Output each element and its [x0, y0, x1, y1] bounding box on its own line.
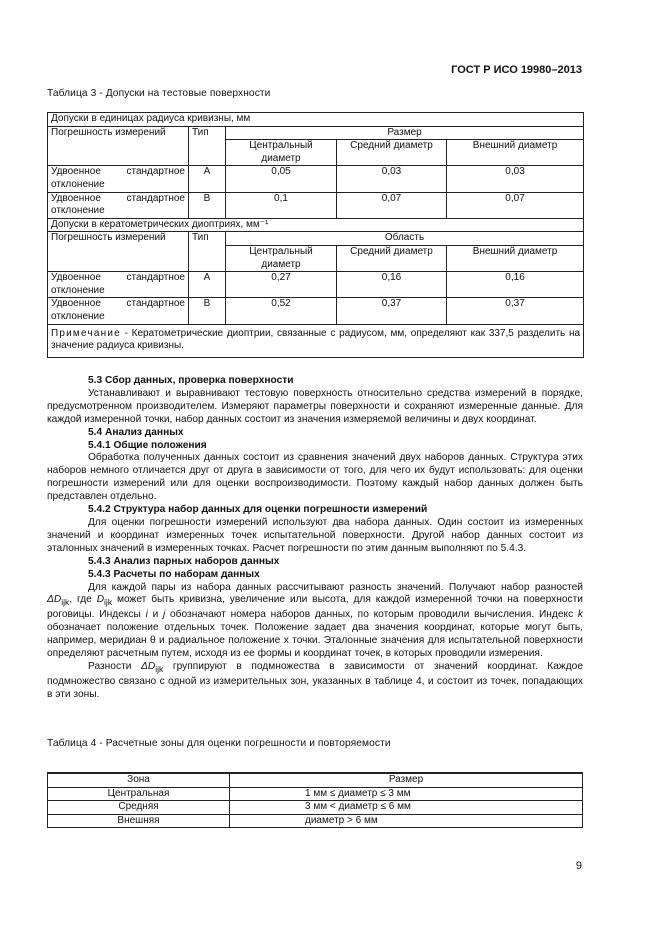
- zone-cell: Внешняя: [48, 814, 230, 828]
- table3-section2-title: Допуски в кератометрических диоптриях, мм⁻¹: [48, 218, 584, 232]
- section-5-4-2-title: 5.4.2 Структура набор данных для оценки погрешности измерений: [88, 504, 428, 516]
- section-5-4-3-paragraph-1: [47, 582, 583, 661]
- size-cell: 3 мм < диаметр ≤ 6 мм: [230, 801, 583, 815]
- text-run: может быть кривизна, увеличение или высота, для каждой измеренной точки на поверхности роговицы. Индексы: [47, 594, 583, 621]
- subscript-ijk: ijk: [61, 597, 70, 608]
- zone-cell: Средняя: [48, 801, 230, 815]
- row-type: A: [189, 166, 226, 192]
- table3-col-central-2: Центральный диаметр: [226, 245, 337, 271]
- row-type: B: [189, 192, 226, 218]
- row-outer: 0,03: [447, 166, 584, 192]
- row-central: 0,52: [226, 298, 337, 324]
- table3-col-middle-2: Средний диаметр: [337, 245, 447, 271]
- note-text: - Кератометрические диоптрии, связанные с радиусом, мм, определяют как 337,5 разделить на значение радиуса кривизны.: [51, 327, 581, 352]
- table3-col-error: Погрешность измерений: [48, 126, 189, 166]
- table3-group-size: Размер: [226, 126, 584, 140]
- table3-col-outer: Внешний диаметр: [447, 140, 584, 166]
- subscript-ijk: ijk: [104, 597, 113, 608]
- row-outer: 0,07: [447, 192, 584, 218]
- text-run: обозначает положение отдельных точек. Положение задает два значения координат, которые могут быть, например, меридиан θ и радиальное положение x точки. Эталонные значения для испытательной поверхности определяют расчетным путем, исходя из ее формы и координат точек, в которых проводили измерения.: [47, 622, 583, 660]
- text-run: и: [147, 609, 163, 621]
- table3-col-central: Центральный диаметр: [226, 140, 337, 166]
- row-central: 0,1: [226, 192, 337, 218]
- text-run: Для каждой пары из набора данных рассчитывают разность значений. Получают набор разностей: [88, 581, 583, 593]
- table-row: [48, 801, 583, 815]
- table3-col-middle: Средний диаметр: [337, 140, 447, 166]
- section-5-3-title: 5.3 Сбор данных, проверка поверхности: [88, 375, 294, 386]
- size-cell: 1 мм ≤ диаметр ≤ 3 мм: [230, 787, 583, 801]
- table-row: [48, 192, 584, 218]
- section-5-4-3b-title: 5.4.3 Расчеты по наборам данных: [88, 568, 260, 580]
- symbol-delta-d: ΔD: [141, 660, 156, 672]
- row-label: Удвоенное стандартное отклонение: [48, 166, 189, 192]
- section-5-4-3-paragraph-2: [47, 661, 583, 702]
- page-number: 9: [575, 860, 582, 872]
- table3-group-area: Область: [226, 232, 584, 246]
- table4-caption: Таблица 4 - Расчетные зоны для оценки погрешности и повторяемости: [47, 738, 391, 749]
- table3-note-row: [48, 324, 584, 357]
- row-middle: 0,37: [337, 298, 447, 324]
- section-5-4-1-title: 5.4.1 Общие положения: [88, 439, 207, 451]
- zone-cell: Центральная: [48, 787, 230, 801]
- table-row: [48, 298, 584, 324]
- symbol-d: D: [96, 594, 105, 606]
- row-middle: 0,03: [337, 166, 447, 192]
- row-label: Удвоенное стандартное отклонение: [48, 298, 189, 324]
- table3-header-row: [48, 126, 584, 140]
- table-row: [48, 166, 584, 192]
- table3-section2-row: [48, 218, 584, 232]
- table3-section1-row: [48, 113, 584, 127]
- text-run: обозначают номера наборов данных, по которым проводили вычисления. Индекс: [165, 609, 578, 621]
- row-type: B: [189, 298, 226, 324]
- row-outer: 0,37: [447, 298, 584, 324]
- subscript-ijk: ijk: [155, 664, 164, 674]
- text-run: группируют в подмножества в зависимости от значений координат. Каждое подмножество связано с одной из измерительных зон, указанных в таблице 4, и состоит из точек, попадающих в эти зоны.: [47, 660, 583, 700]
- row-central: 0,05: [226, 166, 337, 192]
- symbol-delta-d: ΔD: [47, 594, 62, 606]
- table4-col-size: Размер: [230, 773, 583, 787]
- text-run: , где: [69, 594, 97, 606]
- index-k: k: [577, 609, 583, 621]
- row-label: Удвоенное стандартное отклонение: [48, 192, 189, 218]
- table3-caption: Таблица 3 - Допуски на тестовые поверхности: [47, 88, 271, 99]
- table-row: [48, 787, 583, 801]
- table3-header-row-2: [48, 232, 584, 246]
- table4: [47, 772, 583, 828]
- table3-col-error-2: Погрешность измерений: [48, 232, 189, 272]
- note-label: Примечание: [51, 327, 121, 339]
- section-5-4-title: 5.4 Анализ данных: [88, 426, 184, 438]
- document-header: ГОСТ Р ИСО 19980–2013: [451, 64, 582, 76]
- row-middle: 0,16: [337, 272, 447, 298]
- table3: [47, 112, 584, 358]
- row-central: 0,27: [226, 272, 337, 298]
- table-row: [48, 272, 584, 298]
- table3-col-type-2: Тип: [189, 232, 226, 272]
- size-cell: диаметр > 6 мм: [230, 814, 583, 828]
- table4-header-row: [48, 773, 583, 787]
- section-5-4-2-text: Для оценки погрешности измерений используют два набора данных. Один состоит из измеренных значений и координат измеренных точек испытательной поверхности. Другой набор данных состоит из эталонных значений в измеренных точках. Расчет погрешности по этим данным выполняют по 5.4.3.: [47, 516, 583, 554]
- row-outer: 0,16: [447, 272, 584, 298]
- section-5-4-3a-title: 5.4.3 Анализ парных наборов данных: [88, 555, 280, 567]
- table-row: [48, 814, 583, 828]
- table4-col-zone: Зона: [48, 773, 230, 787]
- table3-note: [48, 324, 584, 357]
- index-j: j: [163, 609, 166, 621]
- row-type: A: [189, 272, 226, 298]
- body-text: [47, 375, 583, 702]
- table3-col-type: Тип: [189, 126, 226, 166]
- text-run: Разности: [88, 660, 142, 672]
- table3-col-outer-2: Внешний диаметр: [447, 245, 584, 271]
- table3-section1-title: Допуски в единицах радиуса кривизны, мм: [48, 113, 584, 127]
- row-label: Удвоенное стандартное отклонение: [48, 272, 189, 298]
- index-i: i: [145, 609, 148, 621]
- row-middle: 0,07: [337, 192, 447, 218]
- section-5-3-text: Устанавливают и выравнивают тестовую поверхность относительно средства измерений в порядке, предусмотренном производителем. Измеряют параметры поверхности и сохраняют измеренные данные. Для каждой измеренной точки, набор данных состоит из значения измеряемой величины и двух координат.: [47, 387, 583, 425]
- section-5-4-1-text: Обработка полученных данных состоит из сравнения значений двух наборов данных. Структура этих наборов немного отличается друг от друга в зависимости от того, для чего их будут использовать: для оценки погрешности измерений или для оценки воспроизводимости. Поэтому каждый набор данных должен быть представлен отдельно.: [47, 452, 583, 503]
